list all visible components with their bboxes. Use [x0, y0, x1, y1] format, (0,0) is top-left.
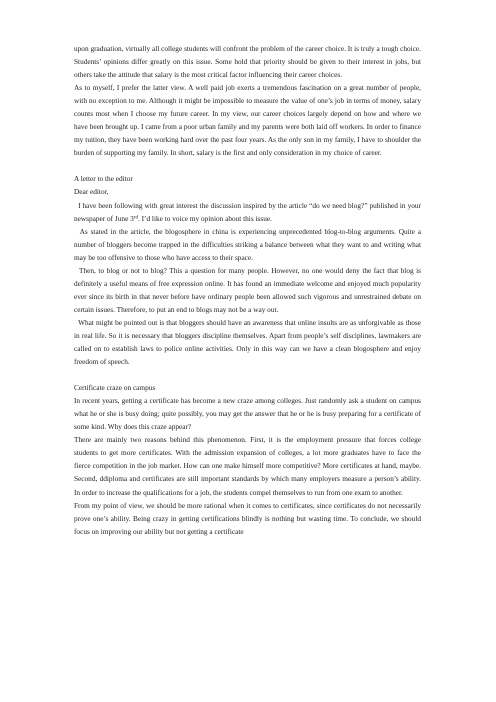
document-body — [74, 42, 421, 538]
section-gap — [74, 159, 421, 172]
career-paragraph-1: upon graduation, virtually all college students will confront the problem of the career choice. It is truly a tough choice. Students’ opinions differ greatly on this issue. Some hold that priority should be given to their interest in jobs, but others take the attitude that salary is the most critical factor influencing their career choices. — [74, 44, 421, 80]
letter-paragraph-1-tail: . I’d like to voice my opinion about this issue. — [137, 213, 272, 223]
career-paragraph-2: As to myself, I prefer the latter view. A well paid job exerts a tremendous fascination on a great number of people, with no exception to me. Although it might be impossible to measure the value of one’s job in terms of money, salary counts most when I choose my future career. In my view, our career choices largely depend on how and where we have been brought up. I came from a poor urban family and my parents were both laid off workers. In order to finance my tuition, they have been working hard over the past four years. As the only son in my family, I have to shoulder the burden of supporting my family. In short, salary is the first and only consideration in my choice of career. — [74, 83, 421, 158]
letter-title: A letter to the editor — [74, 174, 133, 184]
certificate-paragraph-2: There are mainly two reasons behind this phenomenon. First, it is the employment pressure that forces college students to get more certificates. With the admission expansion of colleges, a lot more graduates have to face the fierce competition in the job market. How can one make himself more competitive? More certificates at hand, maybe. Second, ddiploma and certificates are still important standards by which many employers measure a person’s ability. In order to increase the qualifications for a job, the students compel themselves to run from one exam to another. — [74, 435, 421, 497]
letter-paragraph-3-text: Then, to blog or not to blog? This a question for many people. However, no one would deny the fact that blog is definitely a useful means of free expression online. It has found an immediate welcome and enjoyed much popularity ever since its birth in that never before have ordinary people been allowed such vigorous and unrestrained debate on certain issues. Therefore, to put an end to blogs may not be a way out. — [74, 265, 421, 314]
section-gap — [74, 368, 421, 381]
letter-paragraph-1 — [74, 199, 421, 225]
letter-salutation: Dear editor, — [74, 187, 109, 197]
certificate-paragraph-3: From my point of view, we should be more rational when it comes to certificates, since certificates do not necessarily prove one’s ability. Being crazy in getting certifications blindly is nothing but wasting time. To conclude, we should focus on improving our ability but not getting a certificate — [74, 500, 421, 536]
letter-paragraph-2-text: As stated in the article, the blogosphere in china is experiencing unprecedented blog-to-blog arguments. Quite a number of bloggers become trapped in the difficulties striking a balance between what they want to and writing what may be too offensive to those who have access to their space. — [74, 226, 421, 262]
certificate-title: Certificate craze on campus — [74, 383, 156, 393]
letter-paragraph-4-text: What might be pointed out is that bloggers should have an awareness that online insults are as unforgivable as those in real life. So it is necessary that bloggers discipline themselves. Apart from people’s self disciplines, lawmakers are called on to establish laws to police online activities. Only in this way can we have a clean blogosphere and enjoy freedom of speech. — [74, 317, 421, 367]
date-ordinal-suffix: rd — [133, 215, 138, 221]
letter-paragraph-3 — [74, 264, 421, 316]
letter-paragraph-2 — [74, 225, 421, 264]
letter-paragraph-4 — [74, 316, 421, 368]
certificate-paragraph-1: In recent years, getting a certificate has become a new craze among colleges. Just randomly ask a student on campus what he or she is busy doing; quite possibly, you may get the answer that he or he is busy preparing for a certificate of some kind. Why does this craze appear? — [74, 396, 421, 432]
letter-paragraph-1-text: I have been following with great interest the discussion inspired by the article “do we need blog?” published in your newspaper of June 3 — [74, 200, 421, 223]
